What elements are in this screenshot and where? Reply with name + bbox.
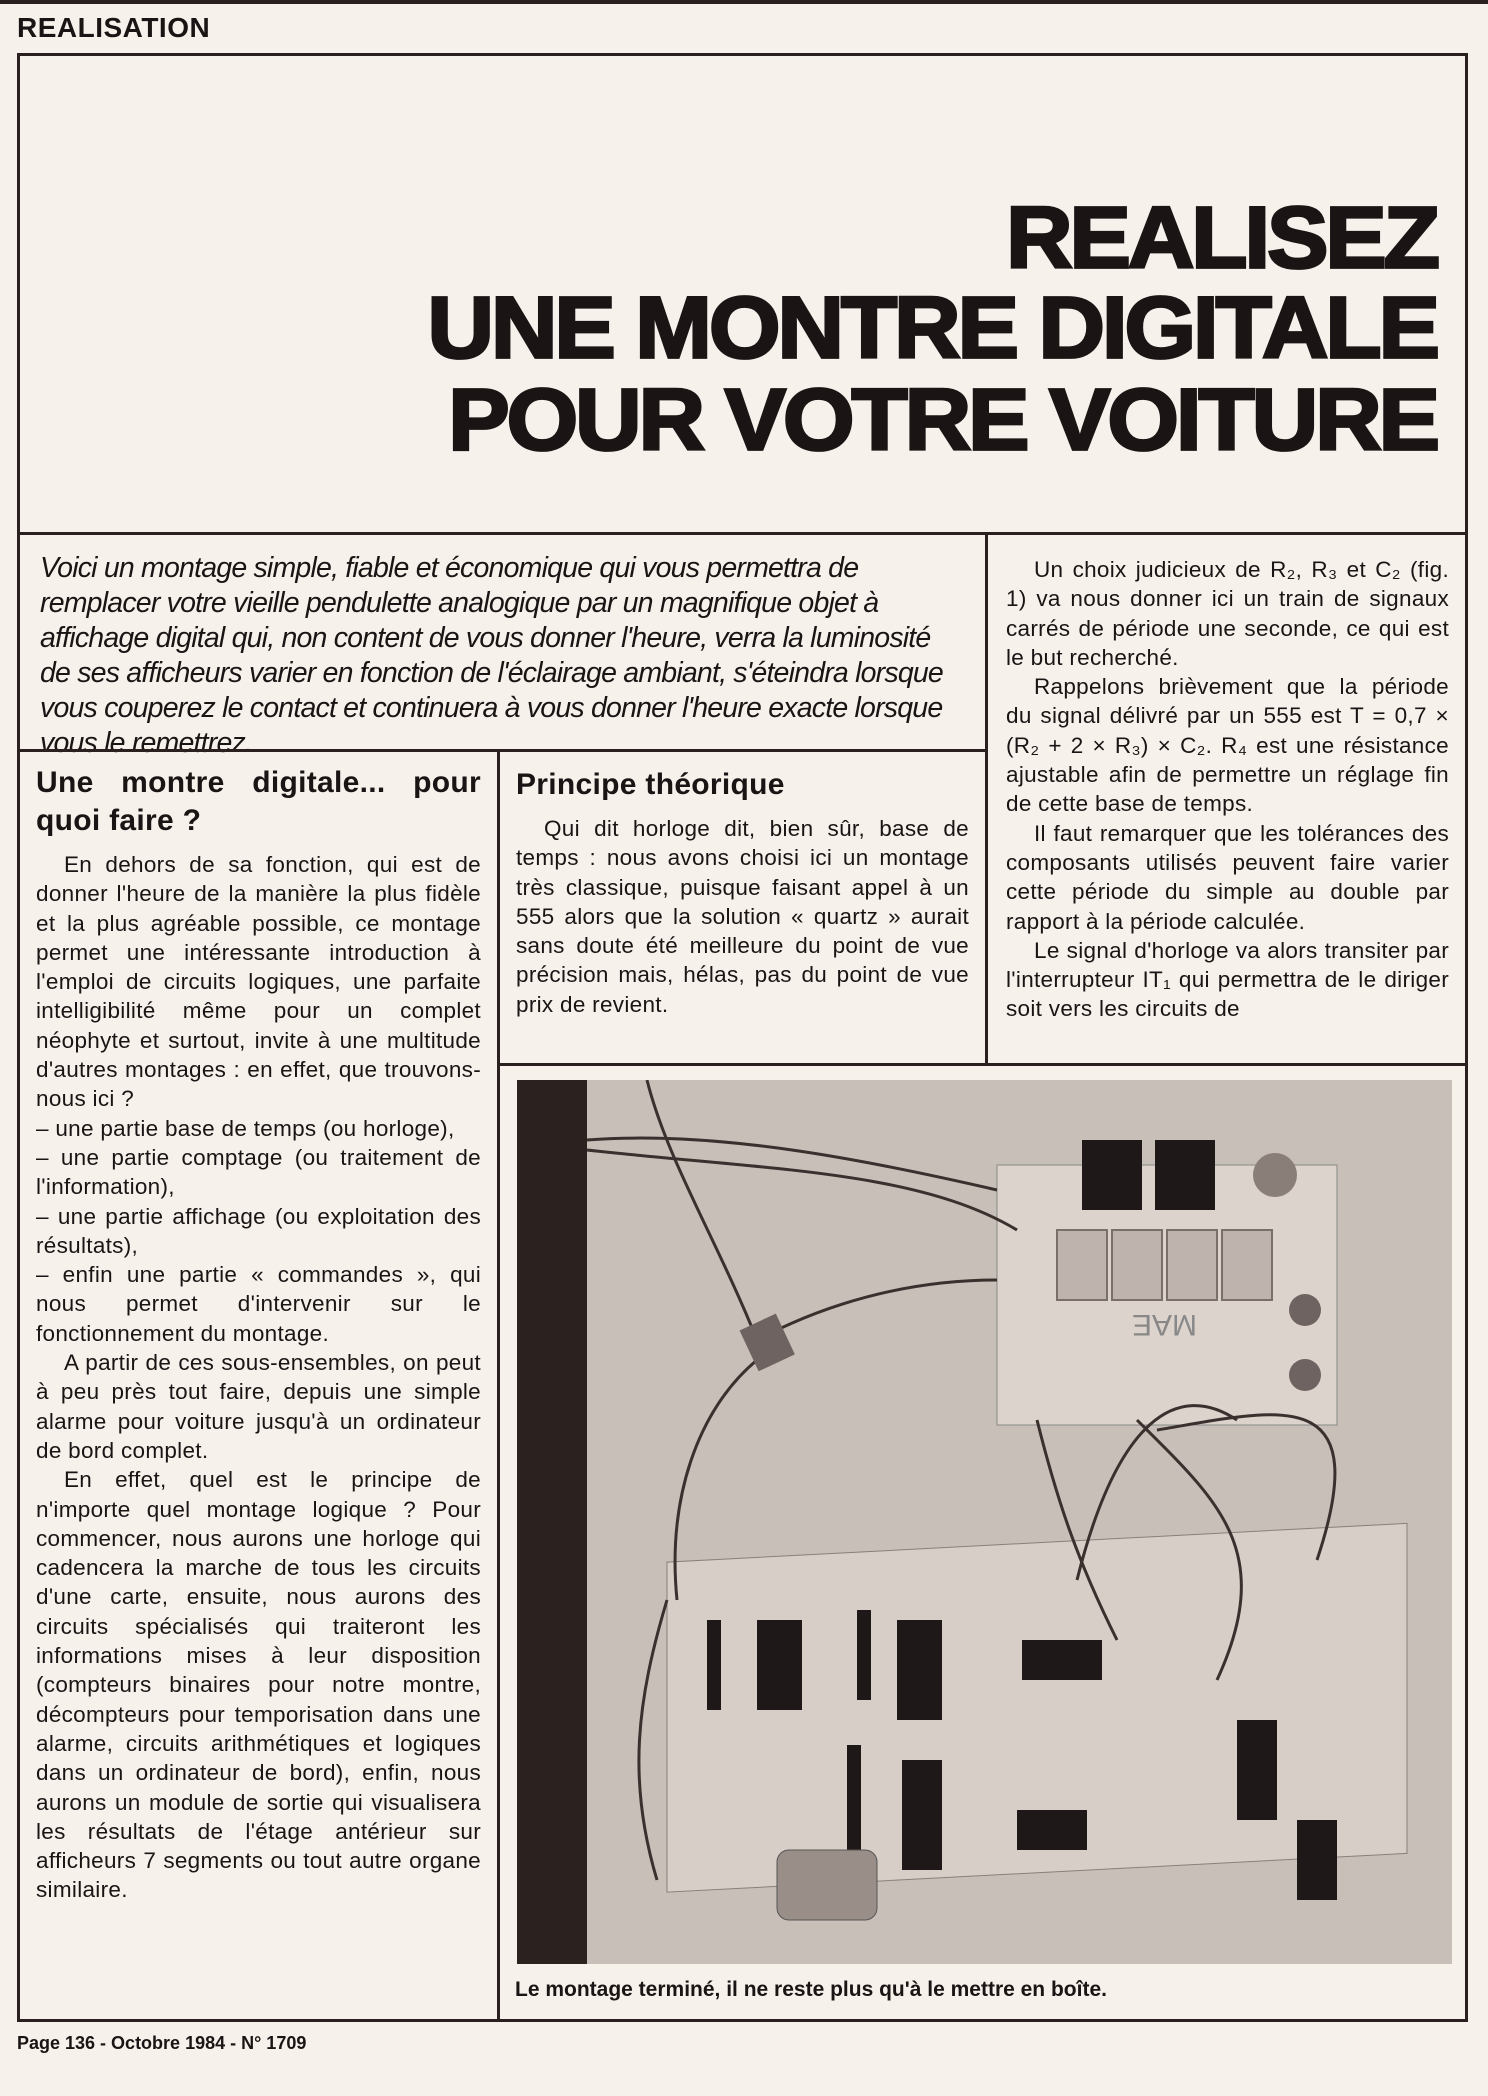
paragraph: En effet, quel est le principe de n'importe quel montage logique ? Pour commencer, nous aurons une horloge qui cadencera la marche de tous les circuits d'une carte, ensuite, nous aurons des circuits spécialisés qui traiteront les informations mises à leur disposition (compteurs binaires pour notre montre, décompteurs pour temporisation dans une alarme, circuits arithmétiques et logiques dans un ordinateur de bord), enfin, nous aurons un module de sortie qui visualisera les résultats de l'étage antérieur sur afficheurs 7 segments ou tout autre organe similaire. (36, 1467, 481, 1903)
title-line-2: UNE MONTRE DIGITALE (427, 279, 1437, 377)
page-footer: Page 136 - Octobre 1984 - N° 1709 (17, 2033, 307, 2053)
paragraph: A partir de ces sous-ensembles, on peut à peu près tout faire, depuis une simple alarme pour voiture jusqu'à un ordinateur de bord complet. (36, 1350, 481, 1463)
intro-box (17, 532, 988, 759)
paragraph: Il faut remarquer que les tolérances des composants utilisés peuvent faire varier cette période du simple au double par rapport à la période calculée. (1006, 820, 1449, 934)
section-label: REALISATION (17, 12, 211, 43)
paragraph: En dehors de sa fonction, qui est de donner l'heure de la manière la plus fidèle et la plus agréable possible, ce montage permet une intéressante introduction à l'emploi de circuits logiques, une parfaite intelligibilité même pour un complet néophyte et surtout, invite à une multitude d'autres montages : en effet, que trouvons-nous ici ? (36, 852, 481, 1112)
paragraph: Un choix judicieux de R₂, R₃ et C₂ (fig. 1) va nous donner ici un train de signaux carrés de période une seconde, ce qui est le but recherché. (1006, 557, 1449, 670)
list-item: – une partie affichage (ou exploitation des résultats), (36, 1203, 481, 1258)
list-item: – une partie comptage (ou traitement de l'information), (36, 1144, 481, 1200)
circuit-board-image (517, 1080, 1452, 1964)
section-heading: Une montre digitale... pour quoi faire ? (36, 766, 481, 837)
photo-caption: Le montage terminé, il ne reste plus qu'à le mettre en boîte. (515, 1978, 1107, 2001)
paragraph: Qui dit horloge dit, bien sûr, base de temps : nous avons choisi ici un montage très classique, puisque faisant appel à un 555 alors que la solution « quartz » aurait sans doute été meilleure du point de vue précision mais, hélas, pas du point de vue prix de revient. (516, 816, 969, 1017)
list-item: – enfin une partie « commandes », qui nous permet d'intervenir sur le fonctionnement du montage. (36, 1262, 481, 1346)
section-heading: Principe théorique (516, 768, 785, 801)
board-label: MAE (1131, 1308, 1197, 1341)
middle-column (497, 749, 988, 1066)
title-line-1: REALISEZ (1006, 189, 1437, 287)
top-rule (0, 0, 1488, 4)
circuit-photo (517, 1080, 1452, 1964)
intro-text: Voici un montage simple, fiable et économique qui vous permettra de remplacer votre vieille pendulette analogique par un magnifique objet à affichage digital qui, non content de vous donner l'heure, verra la luminosité de ses afficheurs varier en fonction de l'éclairage ambiant, s'éteindra lorsque vous couperez le contact et continuera à vous donner l'heure exacte lorsque vous le remettrez. (40, 552, 943, 759)
paragraph: Le signal d'horloge va alors transiter par l'interrupteur IT₁ qui permettra de le diriger soit vers les circuits de (1006, 937, 1449, 1022)
left-column (17, 749, 500, 2022)
list-item: – une partie base de temps (ou horloge), (36, 1115, 455, 1141)
title-line-3: POUR VOTRE VOITURE (448, 371, 1437, 469)
paragraph: Rappelons brièvement que la période du signal délivré par un 555 est T = 0,7 × (R₂ + 2 × R₃) × C₂. R₄ est une résistance ajustable afin de permettre un réglage fin de cette base de temps. (1006, 674, 1449, 817)
right-column (985, 532, 1468, 1066)
title-box (17, 53, 1468, 535)
